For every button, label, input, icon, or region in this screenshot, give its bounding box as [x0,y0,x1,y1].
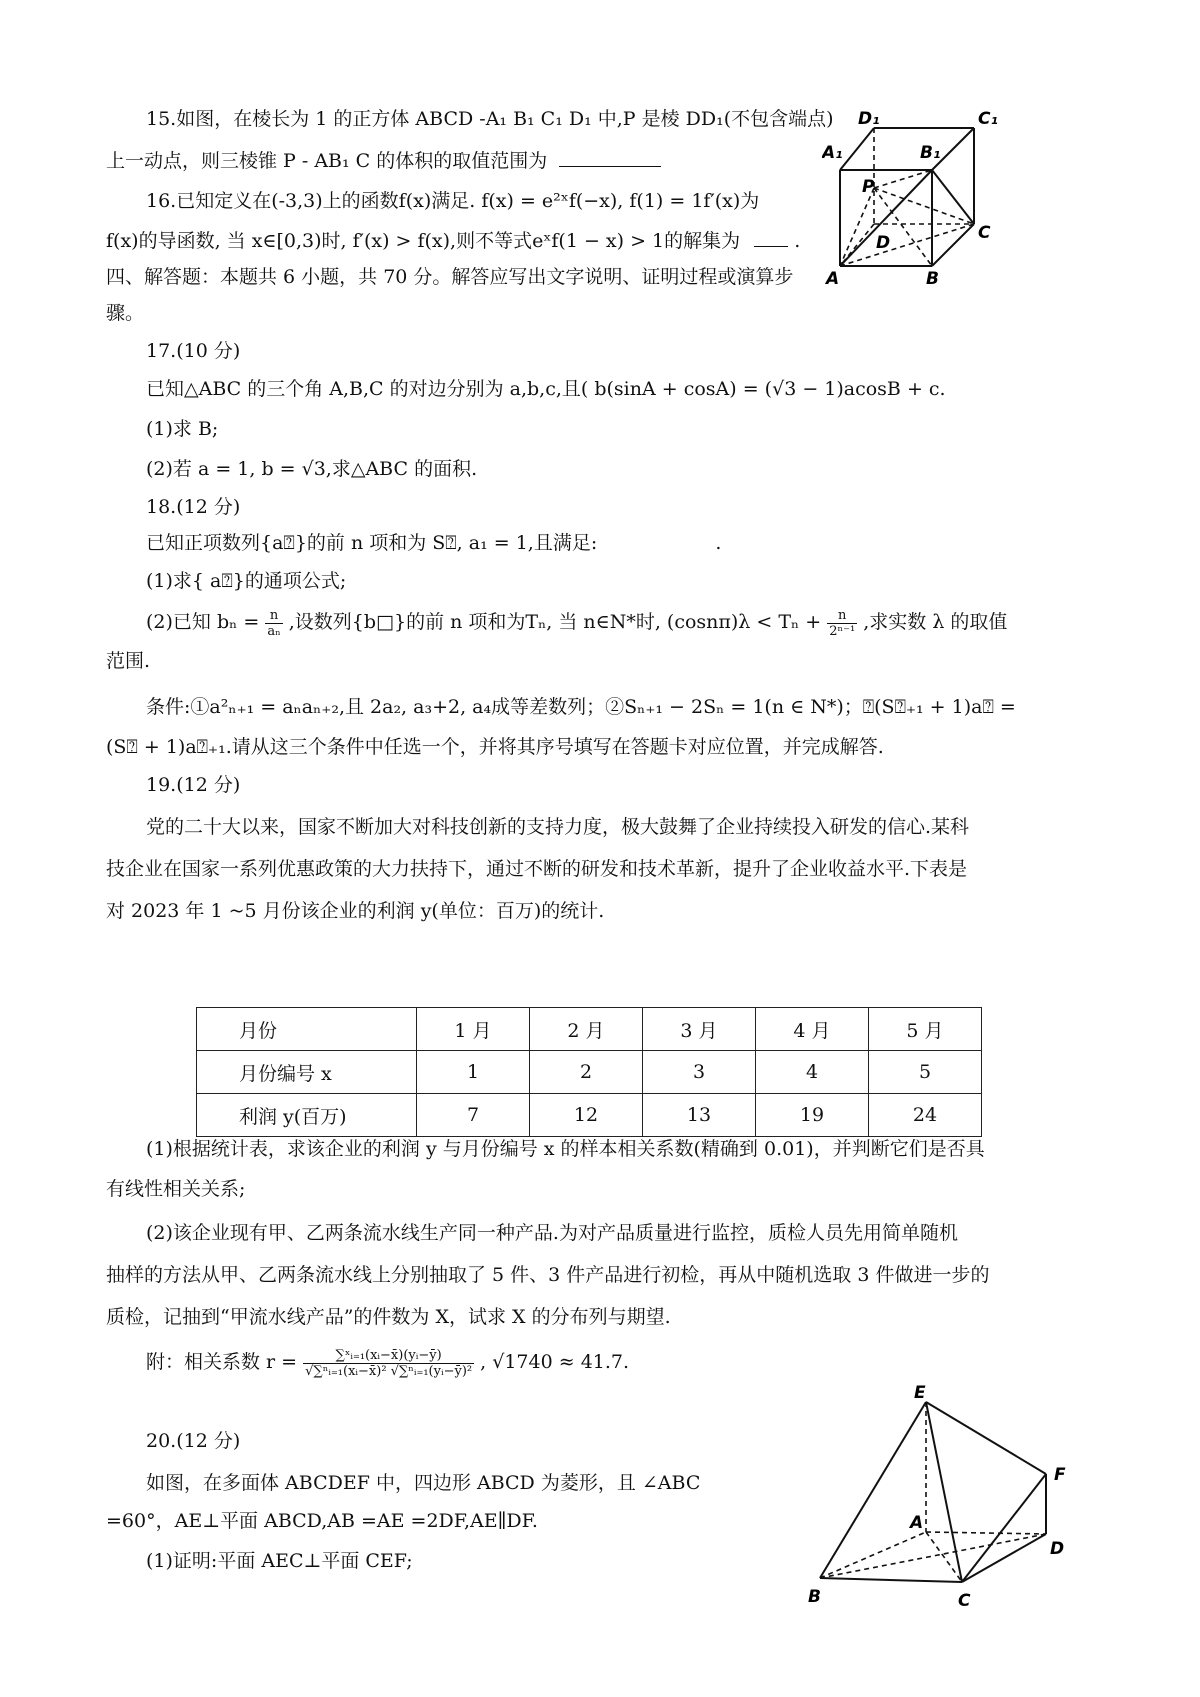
q19-appendix [146,1342,629,1382]
q20-line2: =60°，AE⊥平面 ABCD,AB =AE =2DF,AE∥DF. [106,1510,538,1532]
q15-answer-blank [559,148,661,167]
table-cell: 1 [417,1051,530,1094]
q18-cond-line1: 条件:①a²ₙ₊₁ = aₙaₙ₊₂,且 2a₂, a₃+2, a₄成等差数列；②Sₙ₊₁ − 2Sₙ = 1(n ∈ N*)；⍰(S⍰₊₁ + 1)a⍰ = [146,696,1016,718]
table-row [197,1051,982,1094]
cube-label-c1: C₁ [978,109,998,129]
cube-label-b: B [926,269,939,286]
q20-part1: (1)证明:平面 AEC⊥平面 CEF; [146,1550,413,1572]
table-cell: 利润 y(百万) [197,1094,417,1137]
q18-part2 [146,602,1007,642]
cube-label-a: A [826,269,840,286]
q16-line2-tail: . [794,230,801,252]
poly-label-d: D [1050,1539,1065,1559]
table-cell: 2 月 [530,1008,643,1051]
q19-part1-line1: (1)根据统计表，求该企业的利润 y 与月份编号 x 的样本相关系数(精确到 0.01)，并判断它们是否具 [146,1138,985,1160]
table-cell: 4 [756,1051,869,1094]
q18-part2-c: ,求实数 λ 的取值 [863,611,1008,633]
cube-label-c: C [978,223,991,243]
table-cell: 3 [643,1051,756,1094]
table-cell: 3 月 [643,1008,756,1051]
q18-frac-b-den: aₙ [267,623,281,639]
cube-label-a1: A₁ [822,143,843,163]
q17-stem: 已知△ABC 的三个角 A,B,C 的对边分别为 a,b,c,且( b(sinA + cosA) = (√3 − 1)acosB + c. [146,378,946,400]
poly-label-a: A [910,1513,924,1533]
q15-line1: 15.如图，在棱长为 1 的正方体 ABCD -A₁ B₁ C₁ D₁ 中,P 是棱 DD₁(不包含端点) [146,108,834,130]
q17-part2: (2)若 a = 1, b = √3,求△ABC 的面积. [146,458,478,480]
q18-stem-tail: . [715,532,722,554]
q18-head: 18.(12 分) [146,496,241,518]
poly-label-b: B [808,1587,821,1607]
cube-label-p: P [862,177,875,197]
q16-answer-blank [754,228,788,247]
section4-line1: 四、解答题：本题共 6 小题，共 70 分。解答应写出文字说明、证明过程或演算步 [106,266,794,288]
cube-label-d: D [876,233,891,253]
table-cell: 19 [756,1094,869,1137]
table-cell: 1 月 [417,1008,530,1051]
q18-stem-text: 已知正项数列{a⍰}的前 n 项和为 S⍰, a₁ = 1,且满足: [146,532,598,554]
poly-label-f: F [1054,1465,1066,1485]
q18-part1: (1)求{ a⍰}的通项公式; [146,570,347,592]
table-cell: 2 [530,1051,643,1094]
q17-head: 17.(10 分) [146,340,241,362]
q18-frac-t-den: 2ⁿ⁻¹ [829,623,856,639]
q16-line2 [106,228,800,254]
table-row [197,1094,982,1137]
q18-part2-a: (2)已知 bₙ = [146,611,260,633]
q19-line1: 党的二十大以来，国家不断加大对科技创新的支持力度，极大鼓舞了企业持续投入研发的信心.某科 [146,816,970,838]
q18-part2-b: ,设数列{b□}的前 n 项和为Tₙ, 当 n∈N*时, (cosnπ)λ < Tₙ + [288,611,822,633]
q18-frac-t-num: n [827,608,857,624]
q18-stem [146,530,721,556]
q19-line2: 技企业在国家一系列优惠政策的大力扶持下，通过不断的研发和技术革新，提升了企业收益水平.下表是 [106,858,968,880]
cube-figure [822,106,1022,286]
q15-line2 [106,148,661,174]
q19-head: 19.(12 分) [146,774,241,796]
q18-frac-b [265,608,282,639]
q16-line2-text: f(x)的导函数, 当 x∈[0,3)时, f′(x) > f(x),则不等式eˣf(1 − x) > 1的解集为 [106,230,741,252]
table-cell: 月份编号 x [197,1051,417,1094]
q19-part2-line2: 抽样的方法从甲、乙两条流水线上分别抽取了 5 件、3 件产品进行初检，再从中随机选取 3 件做进一步的 [106,1264,990,1286]
q19-part1-line2: 有线性相关关系; [106,1178,246,1200]
profit-table [196,1007,982,1137]
table-cell: 12 [530,1094,643,1137]
q18-cond-line2: (S⍰ + 1)a⍰₊₁.请从这三个条件中任选一个，并将其序号填写在答题卡对应位置，并完成解答. [106,736,884,758]
poly-label-c: C [958,1591,971,1611]
correlation-formula [303,1348,474,1379]
section4-line2: 骤。 [106,302,145,324]
q19-appendix-a: 附：相关系数 r = [146,1351,298,1373]
table-cell: 4 月 [756,1008,869,1051]
table-cell: 5 月 [869,1008,982,1051]
table-row [197,1008,982,1051]
q15-line2-text: 上一动点，则三棱锥 P - AB₁ C 的体积的取值范围为 [106,150,548,172]
q16-line1: 16.已知定义在(-3,3)上的函数f(x)满足. f(x) = e²ˣf(−x), f(1) = 1f′(x)为 [146,190,760,212]
q19-appendix-b: , √1740 ≈ 41.7. [480,1351,630,1373]
table-cell: 13 [643,1094,756,1137]
table-cell: 7 [417,1094,530,1137]
q19-part2-line3: 质检，记抽到“甲流水线产品”的件数为 X，试求 X 的分布列与期望. [106,1306,671,1328]
q18-frac-t [827,608,857,639]
q18-frac-b-num: n [265,608,282,624]
q20-line1: 如图，在多面体 ABCDEF 中，四边形 ABCD 为菱形，且 ∠ABC [146,1472,701,1494]
cube-label-d1: D₁ [858,109,880,129]
correlation-formula-den: √∑ⁿᵢ₌₁(xᵢ−x̄)² √∑ⁿᵢ₌₁(yᵢ−ȳ)² [305,1363,473,1379]
q19-line3: 对 2023 年 1 ~5 月份该企业的利润 y(单位：百万)的统计. [106,900,605,922]
q17-part1: (1)求 B; [146,418,219,440]
correlation-formula-num: ∑ˣᵢ₌₁(xᵢ−x̄)(yᵢ−ȳ) [303,1348,474,1364]
polyhedron-figure [808,1380,1108,1630]
q18-part2-line2: 范围. [106,650,151,672]
q20-head: 20.(12 分) [146,1430,241,1452]
poly-label-e: E [914,1383,926,1403]
table-cell: 24 [869,1094,982,1137]
q19-part2-line1: (2)该企业现有甲、乙两条流水线生产同一种产品.为对产品质量进行监控，质检人员先用简单随机 [146,1222,958,1244]
table-cell: 5 [869,1051,982,1094]
cube-label-b1: B₁ [920,143,941,163]
table-cell: 月份 [197,1008,417,1051]
